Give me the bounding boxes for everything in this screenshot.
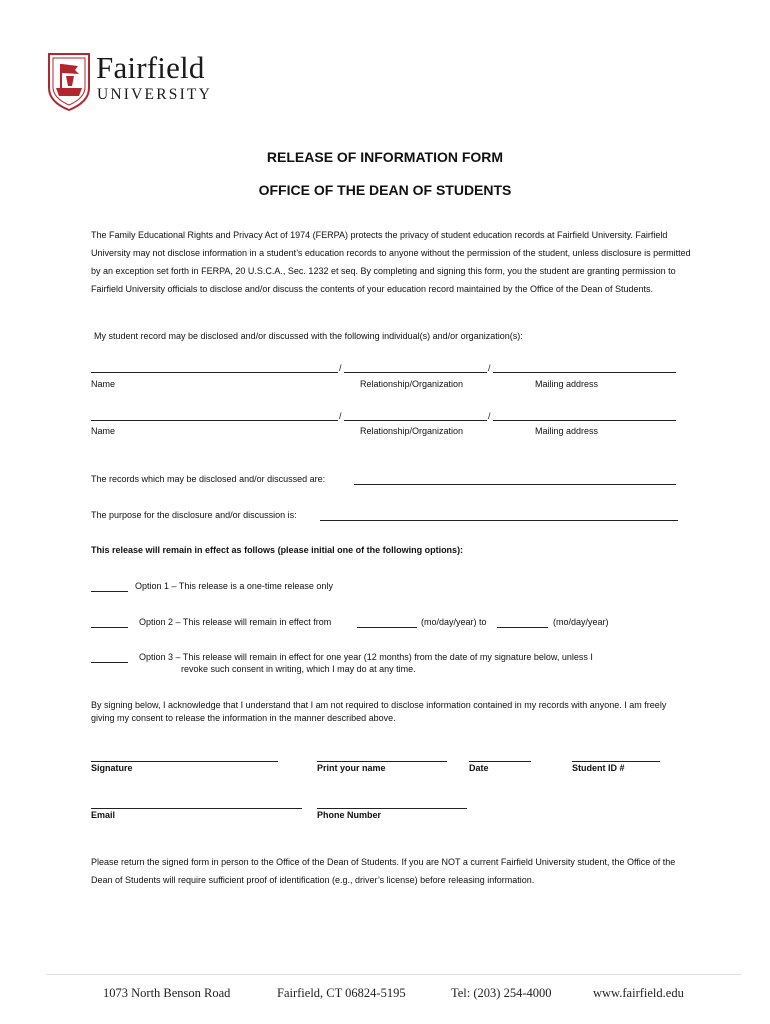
contact2-address-field[interactable] xyxy=(493,420,676,421)
form-title: RELEASE OF INFORMATION FORM xyxy=(266,149,504,165)
print-name-field[interactable] xyxy=(317,761,447,762)
purpose-label: The purpose for the disclosure and/or discussion is: xyxy=(91,510,297,520)
option2-from-date-field[interactable] xyxy=(357,627,417,628)
email-field[interactable] xyxy=(91,808,302,809)
university-logo xyxy=(46,50,236,114)
records-label: The records which may be disclosed and/or discussed are: xyxy=(91,474,326,484)
date-field[interactable] xyxy=(469,761,531,762)
option2-initial-field[interactable] xyxy=(91,627,128,628)
contact1-address-label: Mailing address xyxy=(535,379,599,389)
option2-text: Option 2 – This release will remain in effect from xyxy=(139,617,332,627)
separator: / xyxy=(339,363,342,373)
option1-text: Option 1 – This release is a one-time release only xyxy=(135,581,333,591)
contact2-relationship-label: Relationship/Organization xyxy=(360,426,464,436)
contact2-relationship-field[interactable] xyxy=(344,420,487,421)
option1-initial-field[interactable] xyxy=(91,591,128,592)
separator: / xyxy=(339,411,342,421)
option2-end-text: (mo/day/year) xyxy=(553,617,609,627)
contact1-relationship-label: Relationship/Organization xyxy=(360,379,464,389)
logo-name: Fairfield xyxy=(96,50,205,85)
print-name-label: Print your name xyxy=(317,763,386,773)
intro-paragraph: The Family Educational Rights and Privacy Act of 1974 (FERPA) protects the privacy of student education records at Fairfield University. Fairfield University may not disclose information in a student’s education records to anyone without the permission of the student, unless disclosure is permitted by an exception set forth in FERPA, 20 U.S.C.A., Sec. 1232 et seq. By completing and signing this form, you the student are granting permission to Fairfield University officials to disclose and/or discuss the contents of your education record maintained by the Office of the Dean of Students. xyxy=(91,230,691,294)
signature-field[interactable] xyxy=(91,761,278,762)
university-seal-icon xyxy=(46,50,92,112)
option2-to-date-field[interactable] xyxy=(497,627,548,628)
disclosed-with-text: My student record may be disclosed and/or discussed with the following individual(s) and/or organization(s): xyxy=(94,331,523,341)
phone-field[interactable] xyxy=(317,808,467,809)
contact1-address-field[interactable] xyxy=(493,372,676,373)
date-label: Date xyxy=(469,763,489,773)
contact1-relationship-field[interactable] xyxy=(344,372,487,373)
footer-divider xyxy=(46,974,742,975)
release-heading: This release will remain in effect as follows (please initial one of the following options): xyxy=(91,545,464,555)
footer-website: www.fairfield.edu xyxy=(593,986,684,1000)
footer-phone: Tel: (203) 254-4000 xyxy=(451,986,552,1000)
email-label: Email xyxy=(91,810,116,820)
footer-address: 1073 North Benson Road xyxy=(103,986,231,1000)
return-note: Please return the signed form in person to the Office of the Dean of Students. If you are NOT a current Fairfield University student, the Office of the Dean of Students will require sufficient proof of identification (e.g., driver’s license) before releasing information. xyxy=(91,857,676,885)
option3-text-line1: Option 3 – This release will remain in effect for one year (12 months) from the date of my signature below, unless I xyxy=(139,652,593,662)
contact2-name-field[interactable] xyxy=(91,420,338,421)
contact2-name-label: Name xyxy=(91,426,116,436)
student-id-label: Student ID # xyxy=(572,763,625,773)
separator: / xyxy=(488,363,491,373)
contact1-name-field[interactable] xyxy=(91,372,338,373)
phone-label: Phone Number xyxy=(317,810,382,820)
option3-initial-field[interactable] xyxy=(91,662,128,663)
contact1-name-label: Name xyxy=(91,379,116,389)
contact2-address-label: Mailing address xyxy=(535,426,599,436)
student-id-field[interactable] xyxy=(572,761,660,762)
footer-city: Fairfield, CT 06824-5195 xyxy=(277,986,406,1000)
purpose-field[interactable] xyxy=(320,520,678,521)
separator: / xyxy=(488,411,491,421)
records-field[interactable] xyxy=(354,484,676,485)
signature-label: Signature xyxy=(91,763,133,773)
office-title: OFFICE OF THE DEAN OF STUDENTS xyxy=(258,182,512,198)
acknowledge-text: By signing below, I acknowledge that I understand that I am not required to disclose information contained in my records with anyone. I am freely giving my consent to release the information in the manner described above. xyxy=(91,700,667,723)
option2-mid-text: (mo/day/year) to xyxy=(421,617,487,627)
option3-text-line2: revoke such consent in writing, which I may do at any time. xyxy=(181,664,416,674)
logo-subtitle: UNIVERSITY xyxy=(97,86,212,103)
